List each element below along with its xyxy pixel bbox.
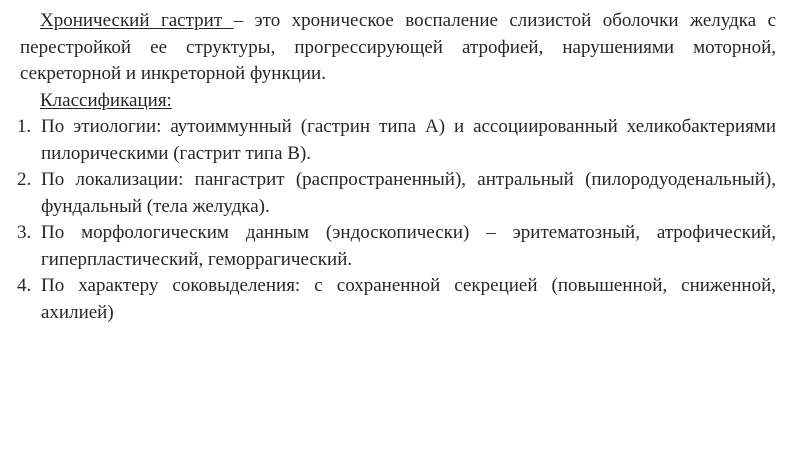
slide-content [17,8,776,326]
list-item-number: 4. [17,275,32,296]
classification-list [17,114,776,326]
list-item-text: По морфологическим данным (эндоскопически) – эритематозный, атрофический, гиперпластический, геморрагический. [41,222,776,270]
list-item-text: По этиологии: аутоиммунный (гастрин типа А) и ассоциированный хеликобактериями пилорическими (гастрит типа В). [41,116,776,164]
list-item [17,167,776,220]
list-item-text: По локализации: пангастрит (распространенный), антральный (пилородуоденальный), фундальный (тела желудка). [41,169,776,217]
list-item-text: По характеру соковыделения: с сохраненной секрецией (повышенной, сниженной, ахилией) [41,275,776,323]
list-item-number: 3. [17,222,32,243]
list-item [17,114,776,167]
list-item [17,220,776,273]
term-definition: – это хроническое воспаление слизистой оболочки желудка с перестройкой ее структуры, прогрессирующей атрофией, нарушениями моторной, секреторной и инкреторной функции. [20,10,776,84]
definition-paragraph [20,8,776,88]
list-item-number: 2. [17,169,32,190]
list-item-number: 1. [17,116,32,137]
list-item [17,273,776,326]
classification-heading: Классификация: [40,89,172,111]
term-title: Хронический гастрит [40,10,234,31]
